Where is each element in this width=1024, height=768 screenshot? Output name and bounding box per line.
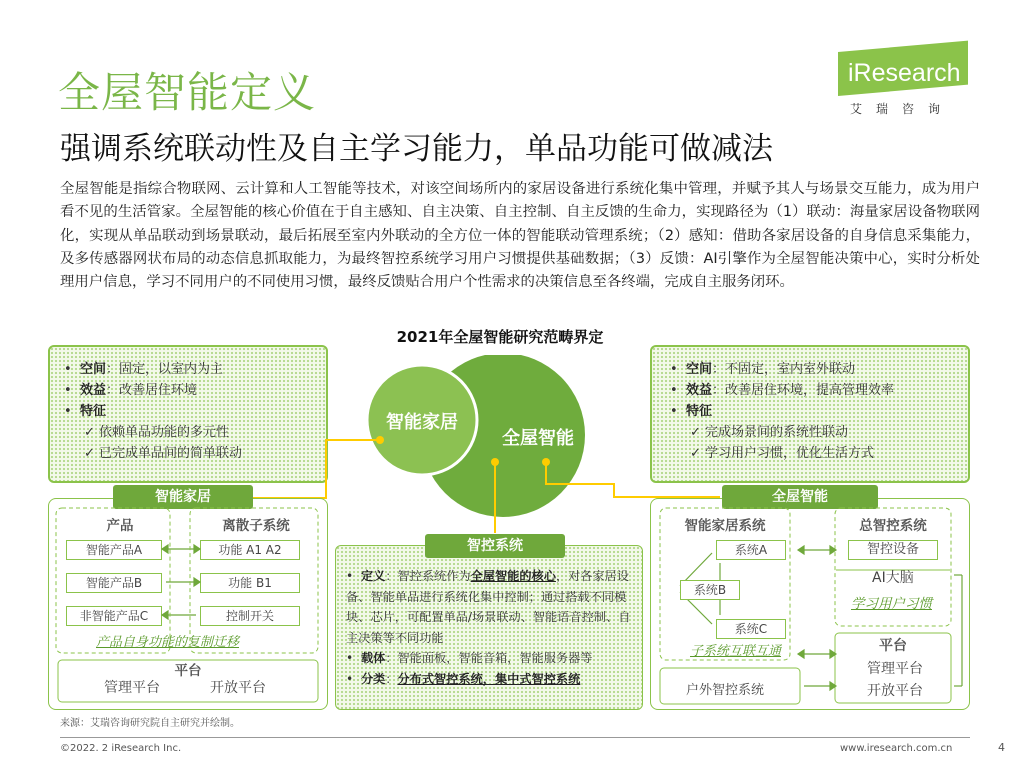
outdoor-control-system: 户外智控系统 xyxy=(686,683,765,698)
diagram-title: 2021年全屋智能研究范畴界定 xyxy=(396,328,604,346)
left-feature-item: ✓ 已完成单品间的简单联动 xyxy=(84,446,243,461)
left-feature-item: ✓ 依赖单品功能的多元性 xyxy=(84,425,230,440)
control-classification: • 分类：分布式智控系统，集中式智控系统 xyxy=(346,671,581,686)
management-platform: 管理平台 xyxy=(104,680,160,696)
copyright: ©2022. 2 iResearch Inc. xyxy=(60,743,182,754)
learn-habits-note: 学习用户习惯 xyxy=(851,596,932,612)
replicate-note: 产品自身功能的复制迁移 xyxy=(96,635,240,650)
system-item: 系统B xyxy=(680,580,740,600)
subsystem-item: 功能 A1 A2 xyxy=(200,540,300,560)
left-space-line: • 空间：固定，以室内为主 xyxy=(64,362,223,377)
subsystems-header: 离散子系统 xyxy=(222,518,290,534)
website-link[interactable]: www.iresearch.com.cn xyxy=(840,743,953,754)
right-space-line: • 空间：不固定，室内室外联动 xyxy=(670,362,855,377)
subsystem-interconnect-note: 子系统互联互通 xyxy=(690,644,782,659)
subsystem-item: 功能 B1 xyxy=(200,573,300,593)
source-note: 来源：艾瑞咨询研究院自主研究并绘制。 xyxy=(60,718,240,729)
footer-divider xyxy=(60,737,970,738)
logo-subtext: 艾瑞咨询 xyxy=(850,102,955,116)
right-benefit-line: • 效益：改善居住环境，提高管理效率 xyxy=(670,383,894,398)
right-feature-line: • 特征 xyxy=(670,404,712,419)
right-platform-header: 平台 xyxy=(879,638,907,654)
system-item: 系统A xyxy=(716,540,786,560)
system-item: 系统C xyxy=(716,619,786,639)
page-subtitle: 强调系统联动性及自主学习能力，单品功能可做减法 xyxy=(60,131,773,167)
product-item: 智能产品B xyxy=(66,573,162,593)
left-platform-header: 平台 xyxy=(174,663,202,679)
control-device: 智控设备 xyxy=(848,540,938,560)
product-item: 非智能产品C xyxy=(66,606,162,626)
open-platform: 开放平台 xyxy=(867,683,923,699)
page-title: 全屋智能定义 xyxy=(58,68,317,117)
left-feature-line: • 特征 xyxy=(64,404,106,419)
control-definition: • 定义：智控系统作为全屋智能的核心，对各家居设备、智能单品进行系统化集中控制；通过搭载不同模块、芯片，可配置单品/场景联动、智能语音控制、自主决策等不同功能 • 载体：智能面板，智能音箱，智能服务器等 • 分类：分布式智控系统，集中式智控系统 xyxy=(346,566,638,689)
smart-home-system-header: 智能家居系统 xyxy=(684,518,766,534)
master-control-header: 总智控系统 xyxy=(859,518,927,534)
control-carrier: • 载体：智能面板，智能音箱，智能服务器等 xyxy=(346,651,593,665)
control-system-badge: 智控系统 xyxy=(425,534,565,558)
logo-text: iResearch xyxy=(848,59,961,87)
venn-label-smart-home: 智能家居 xyxy=(386,412,458,433)
product-item: 智能产品A xyxy=(66,540,162,560)
intro-paragraph: 全屋智能是指综合物联网、云计算和人工智能等技术，对该空间场所内的家居设备进行系统化集中管理，并赋予其人与场景交互能力，成为用户看不见的生活管家。全屋智能的核心价值在于自主感知、自主决策、自主控制、自主反馈的生命力，实现路径为（1）联动：海量家居设备物联网化，实现从单品联动到场景联动，最后拓展至室内外联动的全方位一体的智能联动管理系统；（2）感知：借助各家居设备的自身信息采集能力，及多传感器网状布局的动态信息抓取能力，为最终智控系统学习用户习惯提供基础数据；（3）反馈：AI引擎作为全屋智能决策中心，实时分析处理用户信息，学习不同用户的不同使用习惯，最终反馈贴合用户个性需求的决策信息至各终端，完成自主服务闭环。 xyxy=(60,181,980,291)
ai-brain: AI大脑 xyxy=(872,570,914,586)
open-platform: 开放平台 xyxy=(210,680,266,696)
page-number: 4 xyxy=(998,741,1005,754)
venn-label-whole-house: 全屋智能 xyxy=(502,428,574,449)
subsystem-item: 控制开关 xyxy=(200,606,300,626)
right-feature-item: ✓ 学习用户习惯，优化生活方式 xyxy=(690,446,875,461)
management-platform: 管理平台 xyxy=(867,661,923,677)
products-header: 产品 xyxy=(106,518,134,534)
right-feature-item: ✓ 完成场景间的系统性联动 xyxy=(690,425,849,440)
smart-home-badge: 智能家居 xyxy=(113,485,253,509)
whole-house-badge: 全屋智能 xyxy=(722,485,878,509)
left-benefit-line: • 效益：改善居住环境 xyxy=(64,383,197,398)
